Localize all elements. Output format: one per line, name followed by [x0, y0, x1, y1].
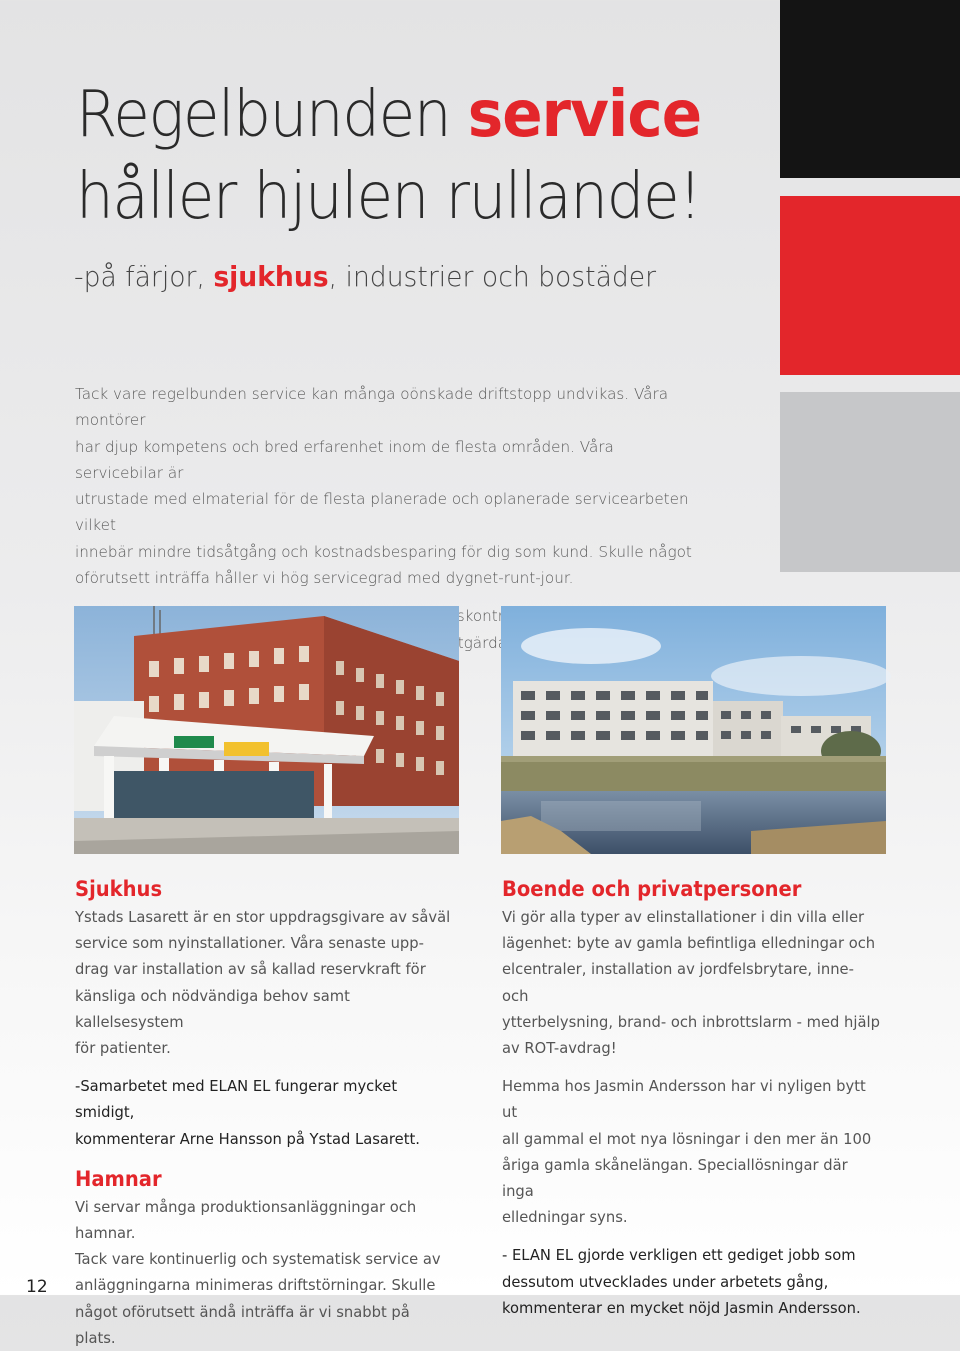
harbor-body: Vi servar många produktionsanläggningar och hamnar. Tack vare kontinuerlig och systematisk service av anläggningarna minimeras driftstörningar. Skulle något oförutsett ändå inträffa är vi snabbt på plats. — [75, 1197, 441, 1347]
intro-paragraph-1: Tack vare regelbunden service kan många oönskade driftstopp undvikas. Våra montörer har djup kompetens och bred erfarenhet inom de flesta områden. Våra servicebilar är utrustade med elmaterial för de flesta planerade och oplanerade servicearbeten vilket innebär mindre tidsåtgång och kostnadsbesparing för dig som kund. Skulle något oförutsett inträffa håller vi hög servicegrad med dygnet-runt-jour. — [75, 385, 692, 588]
apartment-pond-illustration — [501, 606, 886, 854]
hospital-heading: Sjukhus — [75, 877, 163, 901]
housing-body-2: Hemma hos Jasmin Andersson har vi nyligen bytt ut all gammal el mot nya lösningar i den mer än 100 åriga gamla skånelängan. Speciallösningar där inga elledningar syns. — [502, 1077, 872, 1227]
hospital-photo — [74, 606, 459, 854]
housing-heading: Boende och privatpersoner — [502, 877, 802, 901]
headline-line2: håller hjulen rullande! — [76, 160, 701, 234]
hospital-section — [75, 874, 475, 1351]
housing-quote: - ELAN EL gjorde verkligen ett gediget jobb som dessutom utvecklades under arbetets gång, kommenterar en mycket nöjd Jasmin Andersson. — [502, 1246, 861, 1317]
housing-body: Vi gör alla typer av elinstallationer i din villa eller lägenhet: byte av gamla befintliga elledningar och elcentraler, installation av jordfelsbrytare, inne- och ytterbelysning, brand- och inbrottslarm - med hjälp av ROT-avdrag! — [502, 908, 880, 1058]
headline-highlight: service — [467, 78, 702, 152]
headline-line1: Regelbunden service — [76, 78, 702, 152]
housing-section — [502, 874, 902, 1321]
black-color-block — [780, 0, 960, 178]
page-subheadline: -på färjor, sjukhus, industrier och bostäder — [74, 260, 657, 293]
page-headline — [76, 74, 701, 238]
harbor-heading: Hamnar — [75, 1166, 162, 1191]
housing-photo — [501, 606, 886, 854]
hospital-body: Ystads Lasarett är en stor uppdragsgivare av såväl service som nyinstallationer. Våra senaste upp- drag var installation av så kallad reservkraft för känsliga och nödvändiga behov samt kallelsesystem för patienter. — [75, 908, 451, 1058]
intro-paragraph-2: statuskontroll åtgärdas — [417, 607, 522, 652]
subheadline-highlight: sjukhus — [213, 260, 329, 293]
hospital-building-illustration — [74, 606, 459, 854]
hospital-quote: -Samarbetet med ELAN EL fungerar mycket smidigt, kommenterar Arne Hansson på Ystad Lasarett. — [75, 1077, 420, 1148]
gray-color-block — [780, 392, 960, 572]
red-color-block — [780, 196, 960, 375]
page-number: 12 — [26, 1277, 48, 1297]
